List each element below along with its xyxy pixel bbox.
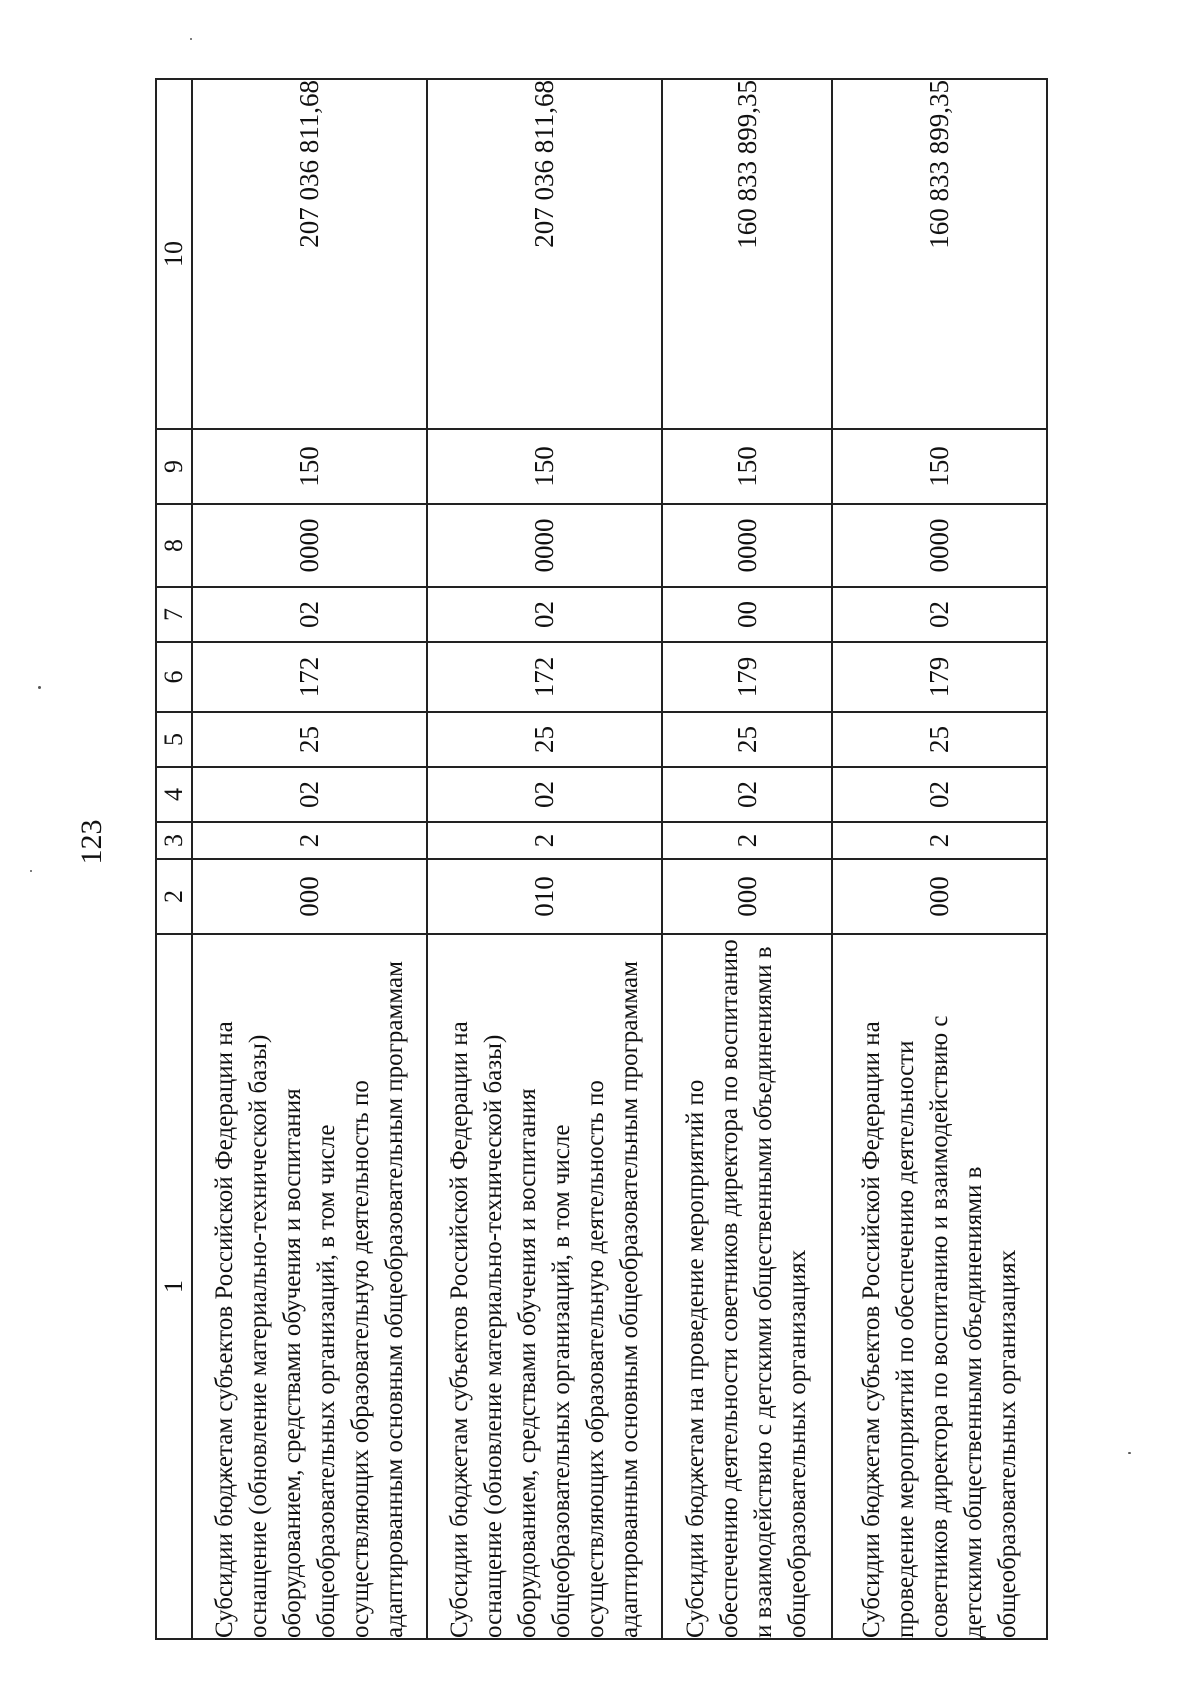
code-cell: 0000	[427, 504, 662, 587]
amount-cell: 207 036 811,68	[427, 79, 662, 429]
code-cell: 2	[662, 822, 832, 859]
code-cell: 150	[832, 429, 1047, 504]
table-row	[832, 79, 1047, 1639]
code-cell: 02	[427, 587, 662, 642]
row-description: Субсидии бюджетам субъектов Российской Федерации на проведение мероприятий по обеспечению деятельности советников директора по воспитанию и взаимодействию с детскими общественными объединениями в общеобразовательных организациях	[832, 934, 1047, 1639]
table-row	[192, 79, 427, 1639]
code-cell: 25	[662, 712, 832, 767]
code-cell: 2	[192, 822, 427, 859]
rotated-table-wrapper	[155, 80, 1045, 1640]
code-cell: 25	[192, 712, 427, 767]
code-cell: 00	[662, 587, 832, 642]
code-cell: 25	[427, 712, 662, 767]
row-description: Субсидии бюджетам субъектов Российской Федерации на оснащение (обновление материально-технической базы) оборудованием, средствами обучения и воспитания общеобразовательных организаций, в том числе осуществляющих образовательную деятельность по адаптированным основным общеобразовательным программам	[427, 934, 662, 1639]
code-cell: 010	[427, 859, 662, 934]
code-cell: 179	[832, 642, 1047, 712]
code-cell: 2	[832, 822, 1047, 859]
header-cell: 3	[156, 822, 192, 859]
code-cell: 02	[662, 767, 832, 822]
code-cell: 0000	[832, 504, 1047, 587]
scan-speck	[30, 870, 32, 872]
code-cell: 150	[662, 429, 832, 504]
code-cell: 02	[427, 767, 662, 822]
code-cell: 179	[662, 642, 832, 712]
code-cell: 02	[192, 767, 427, 822]
code-cell: 02	[832, 767, 1047, 822]
code-cell: 2	[427, 822, 662, 859]
header-row	[156, 79, 192, 1639]
code-cell: 000	[662, 859, 832, 934]
header-cell: 4	[156, 767, 192, 822]
row-description: Субсидии бюджетам на проведение мероприятий по обеспечению деятельности советников директора по воспитанию и взаимодействию с детскими общественными объединениями в общеобразовательных организациях	[662, 934, 832, 1639]
code-cell: 0000	[192, 504, 427, 587]
code-cell: 000	[192, 859, 427, 934]
scan-speck	[38, 686, 41, 689]
code-cell: 172	[192, 642, 427, 712]
code-cell: 150	[192, 429, 427, 504]
amount-cell: 207 036 811,68	[192, 79, 427, 429]
code-cell: 172	[427, 642, 662, 712]
page-number: 123	[75, 819, 108, 865]
header-cell: 5	[156, 712, 192, 767]
header-cell: 1	[156, 934, 192, 1639]
header-cell: 8	[156, 504, 192, 587]
code-cell: 150	[427, 429, 662, 504]
code-cell: 0000	[662, 504, 832, 587]
row-description: Субсидии бюджетам субъектов Российской Федерации на оснащение (обновление материально-технической базы) оборудованием, средствами обучения и воспитания общеобразовательных организаций, в том числе осуществляющих образовательную деятельность по адаптированным основным общеобразовательным программам	[192, 934, 427, 1639]
table-row	[427, 79, 662, 1639]
table-row	[662, 79, 832, 1639]
amount-cell: 160 833 899,35	[832, 79, 1047, 429]
header-cell: 10	[156, 79, 192, 429]
header-cell: 7	[156, 587, 192, 642]
code-cell: 02	[192, 587, 427, 642]
header-cell: 6	[156, 642, 192, 712]
code-cell: 25	[832, 712, 1047, 767]
scan-speck	[190, 38, 192, 40]
code-cell: 02	[832, 587, 1047, 642]
code-cell: 000	[832, 859, 1047, 934]
amount-cell: 160 833 899,35	[662, 79, 832, 429]
budget-table	[155, 78, 1048, 1640]
header-cell: 2	[156, 859, 192, 934]
scan-speck	[1128, 1452, 1131, 1454]
header-cell: 9	[156, 429, 192, 504]
